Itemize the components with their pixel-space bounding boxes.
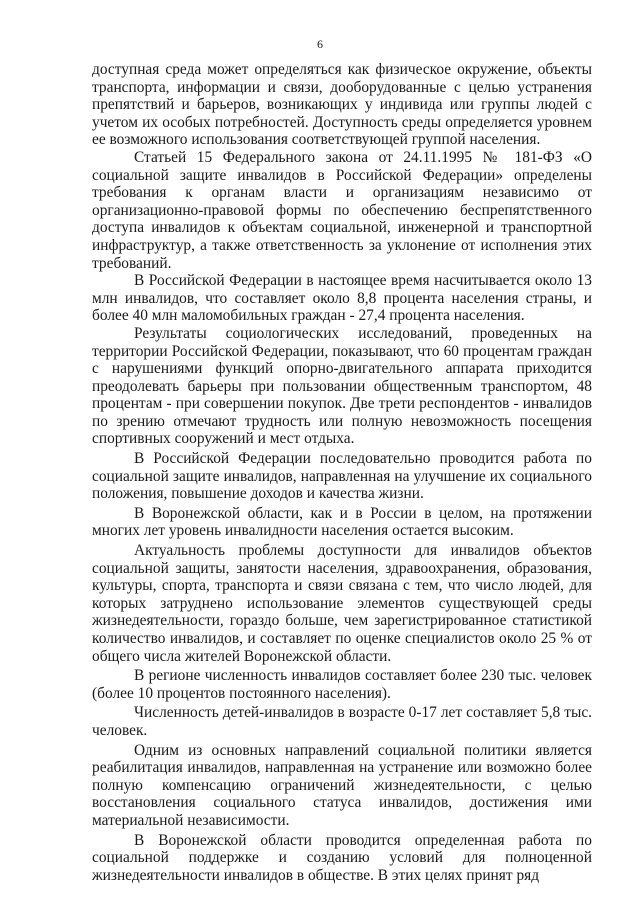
paragraph-survey-results: Результаты социологических исследований, проведенных на территории Российской Федерации, показывают, что 60 процентам граждан с нарушениями функций опорно-двигательного аппарата приходится преодолевать барьеры при пользовании общественным транспортом, 48 процентам - при совершении покупок. Две трети респондентов - инвалидов по зрению отмечают трудность или полную невозможность посещения спортивных сооружений и мест отдыха.: [92, 324, 592, 448]
paragraph-voronezh-disability-level: В Воронежской области, как и в России в целом, на протяжении многих лет уровень инвалидности населения остается высоким.: [92, 504, 592, 540]
paragraph-accessibility-relevance: Актуальность проблемы доступности для инвалидов объектов социальной защиты, занятости населения, здравоохранения, образования, культуры, спорта, транспорта и связи связана с тем, что число людей, для которых затруднено использование элементов существующей среды жизнедеятельности, гораздо больше, чем зарегистрированное статистикой количество инвалидов, и составляет по оценке специалистов около 25 % от общего числа жителей Воронежской области.: [92, 542, 592, 665]
document-body: [92, 61, 592, 884]
paragraph-voronezh-work: В Воронежской области проводится определенная работа по социальной поддержке и созданию условий для полноценной жизнедеятельности инвалидов в обществе. В этих целях принят ряд: [92, 831, 592, 884]
paragraph-social-protection: В Российской Федерации последовательно проводится работа по социальной защите инвалидов, направленная на улучшение их социального положения, повышение доходов и качества жизни.: [92, 450, 592, 503]
paragraph-region-count: В регионе численность инвалидов составляет более 230 тыс. человек (более 10 процентов постоянного населения).: [92, 667, 592, 702]
paragraph-disabled-count-russia: В Российской Федерации в настоящее время насчитывается около 13 млн инвалидов, что составляет около 8,8 процента населения страны, и более 40 млн маломобильных граждан - 27,4 процента населения.: [92, 272, 592, 325]
page-number: 6: [317, 37, 323, 51]
paragraph-accessible-environment: доступная среда может определяться как физическое окружение, объекты транспорта, информации и связи, дооборудованные с целью устранения препятствий и барьеров, возникающих у индивида или группы людей с учетом их особых потребностей. Доступность среды определяется уровнем ее возможного использования соответствующей группой населения.: [92, 61, 592, 149]
paragraph-federal-law: Статьей 15 Федерального закона от 24.11.1995 № 181-ФЗ «О социальной защите инвалидов в Российской Федерации» определены требования к органам власти и организациям независимо от организационно-правовой формы по обеспечению беспрепятственного доступа инвалидов к объектам социальной, инженерной и транспортной инфраструктур, а также ответственность за уклонение от исполнения этих требований.: [92, 148, 592, 272]
paragraph-children-count: Численность детей-инвалидов в возрасте 0-17 лет составляет 5,8 тыс. человек.: [92, 704, 592, 739]
paragraph-rehabilitation: Одним из основных направлений социальной политики является реабилитация инвалидов, направленная на устранение или возможно более полную компенсацию ограничений жизнедеятельности, с целью восстановления социального статуса инвалидов, достижения ими материальной независимости.: [92, 741, 592, 829]
